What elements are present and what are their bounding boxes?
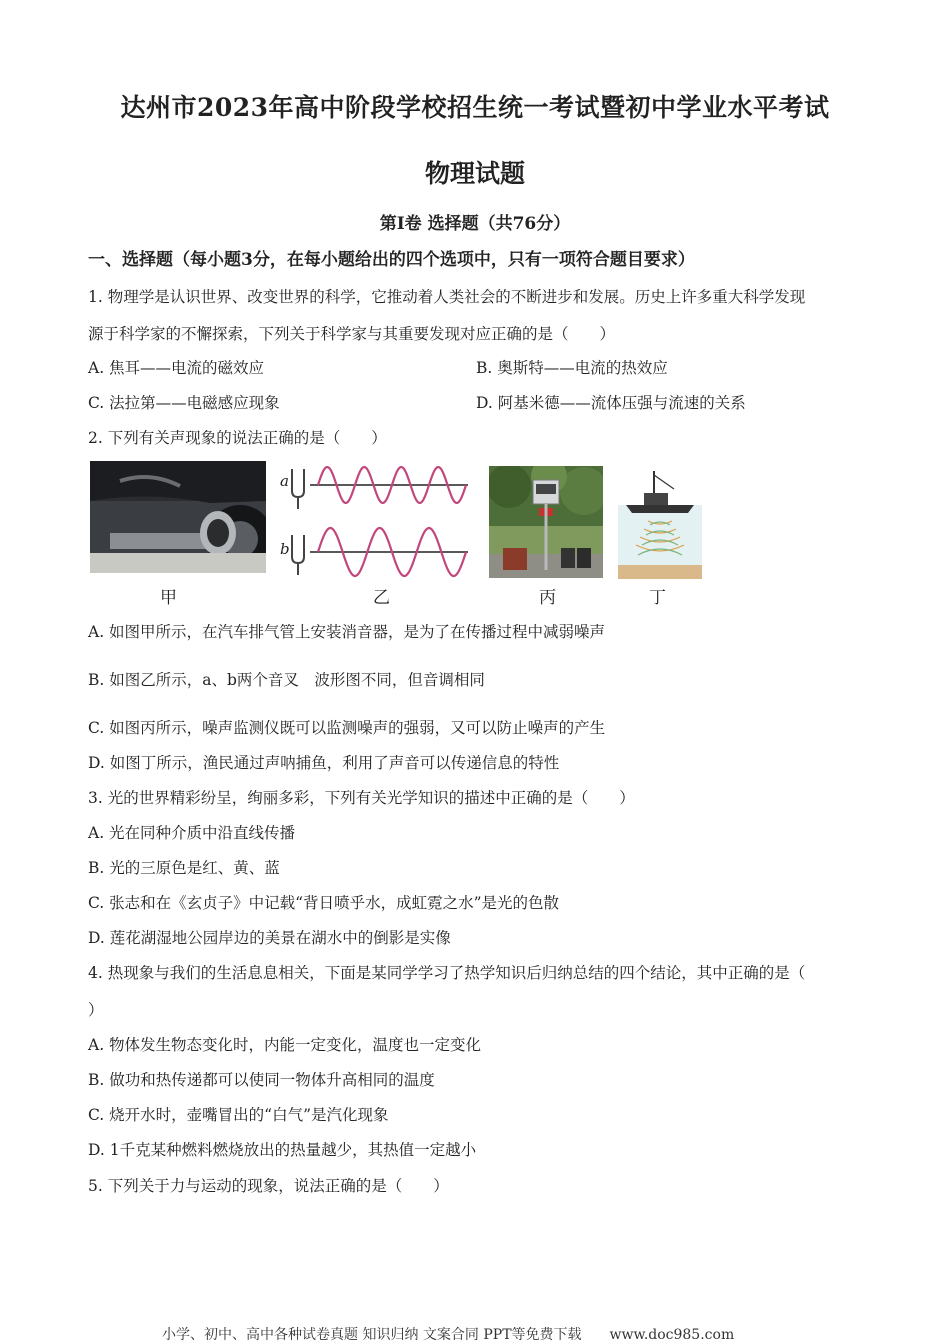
fork-label-b: b bbox=[280, 540, 290, 558]
q2-option-a: A. 如图甲所示，在汽车排气管上安装消音器，是为了在传播过程中减弱噪声 bbox=[88, 623, 606, 641]
q1-stem-line2: 源于科学家的不懈探索，下列关于科学家与其重要发现对应正确的是（ ） bbox=[88, 325, 616, 343]
q4-option-b: B. 做功和热传递都可以使同一物体升高相同的温度 bbox=[88, 1071, 435, 1089]
section-heading: 一、选择题（每小题3分，在每小题给出的四个选项中，只有一项符合题目要求） bbox=[88, 250, 695, 270]
q3-option-a: A. 光在同种介质中沿直线传播 bbox=[88, 824, 296, 842]
q4-option-a: A. 物体发生物态变化时，内能一定变化，温度也一定变化 bbox=[88, 1036, 482, 1054]
caption-ding: 丁 bbox=[649, 588, 666, 608]
q5-stem: 5. 下列关于力与运动的现象，说法正确的是（ ） bbox=[88, 1177, 449, 1195]
q4-stem-line2: ） bbox=[88, 1001, 104, 1019]
q4-stem-line1: 4. 热现象与我们的生活息息相关，下面是某同学学习了热学知识后归纳总结的四个结论，其中正确的是（ bbox=[88, 964, 806, 982]
q1-option-a: A. 焦耳——电流的磁效应 bbox=[88, 359, 265, 377]
caption-jia: 甲 bbox=[160, 588, 177, 608]
figure-sonar-boat bbox=[618, 465, 702, 579]
q1-stem-line1: 1. 物理学是认识世界、改变世界的科学，它推动着人类社会的不断进步和发展。历史上许多重大科学发现 bbox=[88, 288, 806, 306]
exam-title: 达州市2023年高中阶段学校招生统一考试暨初中学业水平考试 bbox=[120, 93, 830, 122]
fork-label-a: a bbox=[280, 472, 289, 490]
caption-yi: 乙 bbox=[373, 588, 390, 608]
exam-subtitle: 物理试题 bbox=[424, 159, 525, 188]
q3-stem: 3. 光的世界精彩纷呈，绚丽多彩，下列有关光学知识的描述中正确的是（ ） bbox=[88, 789, 635, 807]
q3-option-d: D. 莲花湖湿地公园岸边的美景在湖水中的倒影是实像 bbox=[88, 929, 451, 947]
q2-option-b: B. 如图乙所示，a、b两个音叉 波形图不同，但音调相同 bbox=[88, 671, 485, 689]
q4-option-c: C. 烧开水时，壶嘴冒出的“白气”是汽化现象 bbox=[88, 1106, 389, 1124]
q3-option-c: C. 张志和在《玄贞子》中记载“背日喷乎水，成虹霓之水”是光的色散 bbox=[88, 894, 560, 912]
figure-tuning-fork-waves bbox=[278, 461, 473, 581]
q1-option-b: B. 奥斯特——电流的热效应 bbox=[476, 359, 668, 377]
q1-option-d: D. 阿基米德——流体压强与流速的关系 bbox=[476, 394, 746, 412]
q2-option-d: D. 如图丁所示，渔民通过声呐捕鱼，利用了声音可以传递信息的特性 bbox=[88, 754, 560, 772]
volume-heading: 第Ⅰ卷 选择题（共76分） bbox=[379, 214, 571, 234]
q2-stem: 2. 下列有关声现象的说法正确的是（ ） bbox=[88, 429, 387, 447]
figure-noise-monitor bbox=[489, 466, 603, 578]
page-footer: 小学、初中、高中各种试卷真题 知识归纳 文案合同 PPT等免费下载 www.doc985.com bbox=[162, 1327, 735, 1343]
q2-option-c: C. 如图丙所示，噪声监测仪既可以监测噪声的强弱，又可以防止噪声的产生 bbox=[88, 719, 606, 737]
q3-option-b: B. 光的三原色是红、黄、蓝 bbox=[88, 859, 280, 877]
q4-option-d: D. 1千克某种燃料燃烧放出的热量越少，其热值一定越小 bbox=[88, 1141, 477, 1159]
figure-exhaust-pipe bbox=[90, 461, 266, 573]
q1-option-c: C. 法拉第——电磁感应现象 bbox=[88, 394, 280, 412]
caption-bing: 丙 bbox=[539, 588, 556, 608]
